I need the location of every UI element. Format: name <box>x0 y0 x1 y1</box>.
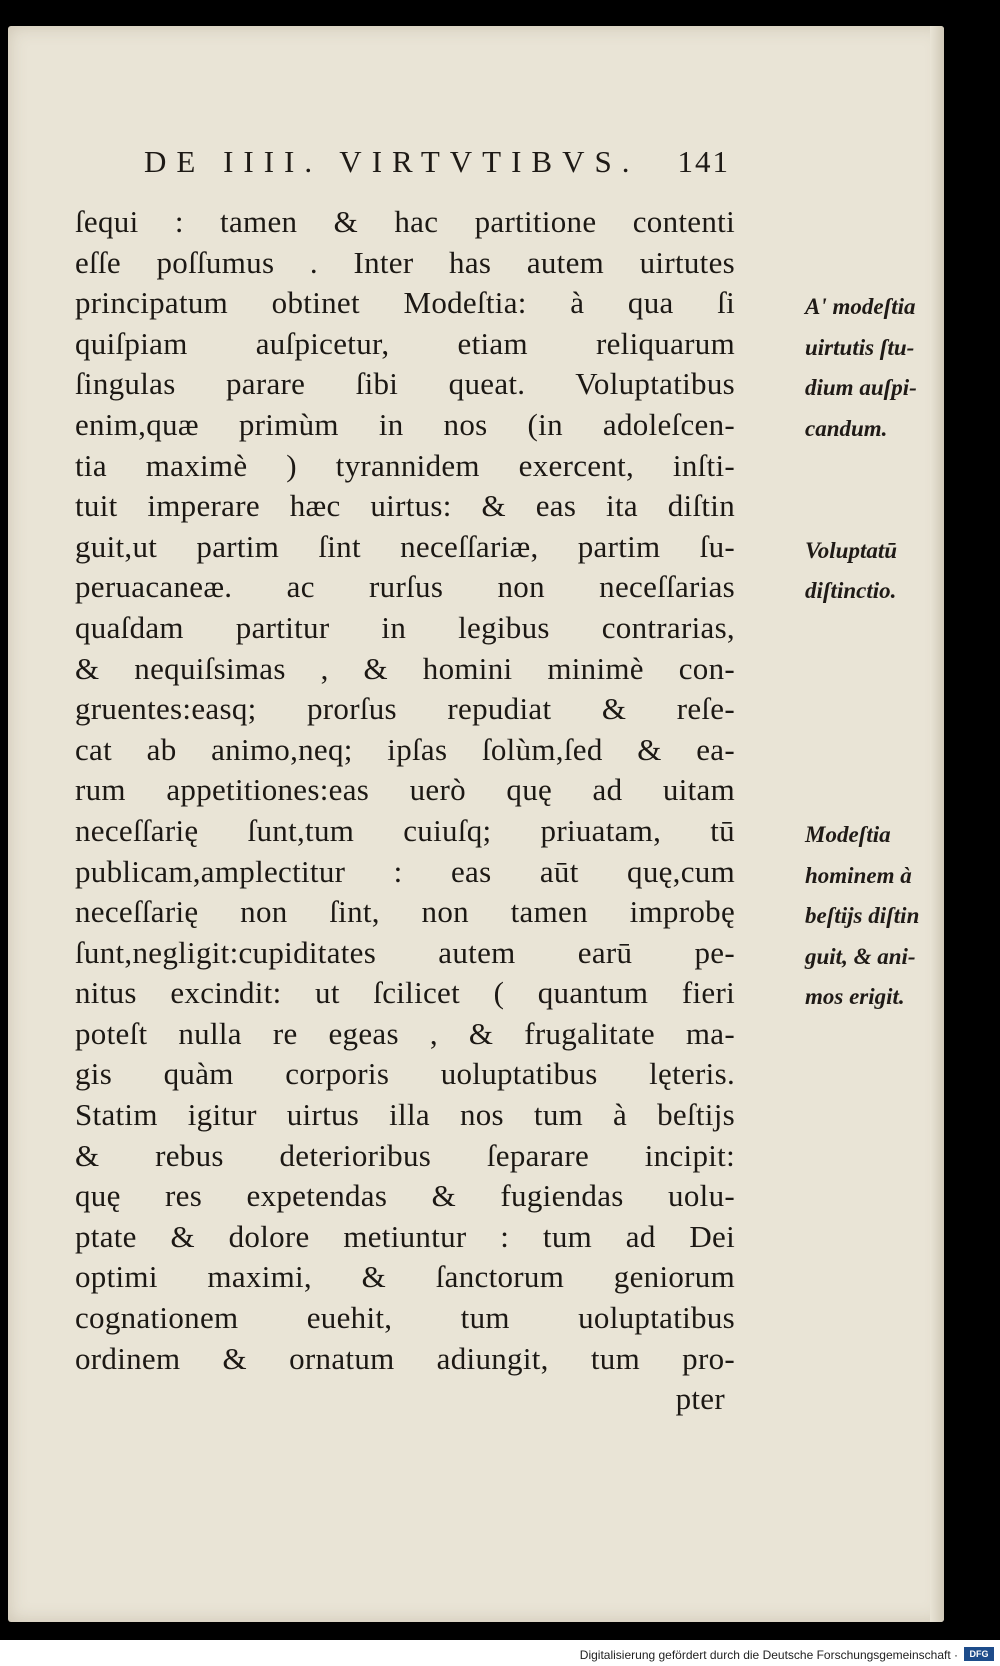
text-line: Statim igitur uirtus illa nos tum à beſtijs <box>75 1097 735 1133</box>
margin-note-line: beſtijs diſtin <box>805 903 920 929</box>
text-line: ordinem & ornatum adiungit, tum pro- <box>75 1340 735 1376</box>
text-line: publicam,amplectitur : eas aūt quę,cum <box>75 853 735 889</box>
text-line: & rebus deterioribus ſeparare incipit: <box>75 1137 735 1173</box>
text-lines <box>75 202 735 1420</box>
margin-note-line: uirtutis ſtu- <box>805 334 915 360</box>
margin-note-line: Modeſtia <box>805 822 891 847</box>
text-line: neceſſarię ſunt,tum cuiuſq; priuatam, tū <box>75 812 735 848</box>
text-line: quaſdam partitur in legibus contrarias, <box>75 609 735 645</box>
footer-strip <box>0 1640 1000 1666</box>
margin-note <box>805 815 965 1018</box>
text-line: cat ab animo,neq; ipſas ſolùm,ſed & ea- <box>75 731 735 767</box>
text-line: optimi maximi, & ſanctorum geniorum <box>75 1259 735 1295</box>
text-line: ſunt,negligit:cupiditates autem earū pe- <box>75 934 735 970</box>
body-text <box>75 202 920 1420</box>
margin-note-line: hominem à <box>805 862 912 888</box>
text-line: enim,quæ primùm in nos (in adoleſcen- <box>75 406 735 442</box>
margin-note-line: candum. <box>805 415 888 441</box>
running-head-title: DE IIII. VIRTVTIBVS. <box>144 144 640 179</box>
text-line: ptate & dolore metiuntur : tum ad Dei <box>75 1218 735 1254</box>
text-line: tuit imperare hæc uirtus: & eas ita diſtin <box>75 488 735 524</box>
catchword: pter <box>675 1381 725 1417</box>
margin-note <box>805 531 965 612</box>
text-line: quiſpiam auſpicetur, etiam reliquarum <box>75 325 735 361</box>
margin-note-line: guit, & ani- <box>805 943 916 969</box>
text-line: quę res expetendas & fugiendas uolu- <box>75 1178 735 1214</box>
page-number: 141 <box>677 144 730 179</box>
margin-note <box>805 287 965 449</box>
text-line: ſingulas parare ſibi queat. Voluptatibus <box>75 366 735 402</box>
margin-note-line: A' modeſtia <box>805 294 916 320</box>
text-line: nitus excindit: ut ſcilicet ( quantum fieri <box>75 975 735 1011</box>
text-line: poteſt nulla re egeas , & frugalitate ma- <box>75 1015 735 1051</box>
text-line: guit,ut partim ſint neceſſariæ, partim ſu- <box>75 528 735 564</box>
text-line: ſequi : tamen & hac partitione contenti <box>75 204 735 239</box>
margin-note-line: dium auſpi- <box>805 375 917 401</box>
margin-note-line: mos erigit. <box>805 984 905 1010</box>
text-line: eſſe poſſumus . Inter has autem uirtutes <box>75 244 735 280</box>
text-line: cognationem euehit, tum uoluptatibus <box>75 1300 735 1336</box>
text-line: rum appetitiones:eas uerò quę ad uitam <box>75 772 735 808</box>
dfg-logo-icon: DFG <box>964 1647 994 1661</box>
digitization-credit: Digitalisierung gefördert durch die Deutsche Forschungsgemeinschaft · <box>579 1648 958 1662</box>
text-line: neceſſarię non ſint, non tamen improbę <box>75 894 735 930</box>
text-line: & nequiſsimas , & homini minimè con- <box>75 650 735 686</box>
text-line: principatum obtinet Modeſtia: à qua ſi <box>75 285 735 321</box>
book-page <box>8 26 944 1622</box>
text-line: peruacaneæ. ac rurſus non neceſſarias <box>75 569 735 605</box>
margin-note-line: Voluptatū <box>805 537 898 563</box>
text-line: gis quàm corporis uoluptatibus lęteris. <box>75 1056 735 1092</box>
running-head <box>144 144 730 180</box>
text-line: gruentes:easq; prorſus repudiat & reſe- <box>75 691 735 727</box>
text-line: tia maximè ) tyrannidem exercent, inſti- <box>75 447 735 483</box>
margin-note-line: diſtinctio. <box>805 578 897 604</box>
